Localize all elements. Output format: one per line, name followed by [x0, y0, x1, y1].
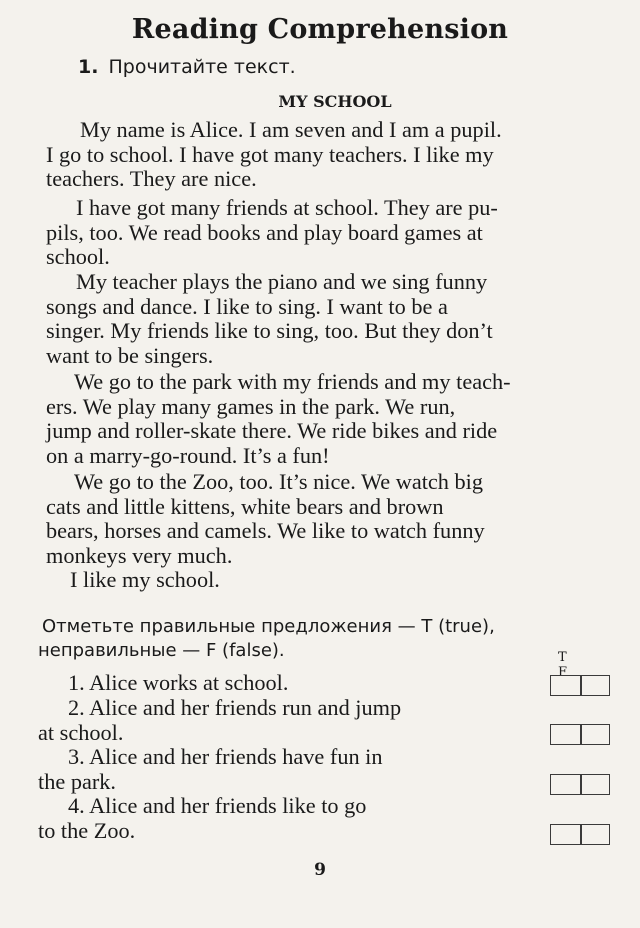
text-line: on a marry-go-round. It’s a fun! [46, 442, 330, 468]
answer-box-1[interactable] [550, 675, 610, 696]
paragraph-6 [46, 568, 620, 593]
text-line: school. [46, 244, 110, 269]
text-line: My name is Alice. I am seven and I am a pupil. [80, 117, 502, 142]
instruction [78, 56, 296, 78]
page-title: Reading Comprehension [131, 14, 509, 45]
text-line: I have got many friends at school. They are pu- [76, 195, 498, 220]
task-instruction [38, 615, 620, 663]
question-text: 4. Alice and her friends like to go [68, 793, 367, 818]
text-line: cats and little kittens, white bears and brown [46, 493, 444, 519]
question-text: 3. Alice and her friends have fun in [68, 744, 383, 769]
question-text-cont: at school. [38, 719, 124, 745]
page-number: 9 [314, 860, 326, 880]
text-line: want to be singers. [46, 342, 214, 368]
question-text-cont: to the Zoo. [38, 817, 136, 843]
text-line: My teacher plays the piano and we sing funny [76, 269, 488, 294]
paragraph-4 [46, 370, 620, 468]
question-text-cont: the park. [38, 768, 117, 794]
text-line: bears, horses and camels. We like to watch funny [46, 518, 485, 543]
instruction-text: Прочитайте текст. [108, 56, 296, 78]
text-line: singer. My friends like to sing, too. But they don’t [46, 318, 493, 343]
paragraph-3 [46, 270, 620, 368]
text-line: jump and roller-skate there. We ride bikes and ride [46, 418, 498, 443]
question-3 [38, 745, 508, 794]
answer-box-4[interactable] [550, 824, 610, 845]
paragraph-5 [46, 470, 620, 568]
paragraph-1 [46, 118, 620, 192]
text-line: I go to school. I have got many teachers. I like my [46, 141, 494, 167]
question-text: 1. Alice works at school. [68, 670, 289, 695]
paragraph-2 [46, 196, 620, 270]
task-line-1: Отметьте правильные предложения — T (true), [42, 616, 495, 637]
question-4 [38, 794, 508, 843]
instruction-number: 1. [78, 56, 99, 78]
text-line: We go to the park with my friends and my teach- [74, 369, 511, 394]
text-line: songs and dance. I like to sing. I want to be a [46, 293, 448, 319]
text-line: I like my school. [70, 567, 220, 592]
question-text: 2. Alice and her friends run and jump [68, 695, 402, 720]
text-line: pils, too. We read books and play board games at [46, 219, 483, 245]
answer-box-2[interactable] [550, 724, 610, 745]
true-false-header: T F [558, 650, 580, 680]
text-line: ers. We play many games in the park. We run, [46, 393, 456, 419]
question-2 [38, 696, 508, 745]
text-line: monkeys very much. [46, 542, 233, 568]
text-line: We go to the Zoo, too. It’s nice. We watch big [74, 469, 484, 494]
question-1 [38, 671, 508, 696]
answer-box-3[interactable] [550, 774, 610, 795]
task-line-2: неправильные — F (false). [38, 640, 285, 661]
story-title: MY SCHOOL [278, 92, 392, 111]
text-line: teachers. They are nice. [46, 166, 257, 191]
